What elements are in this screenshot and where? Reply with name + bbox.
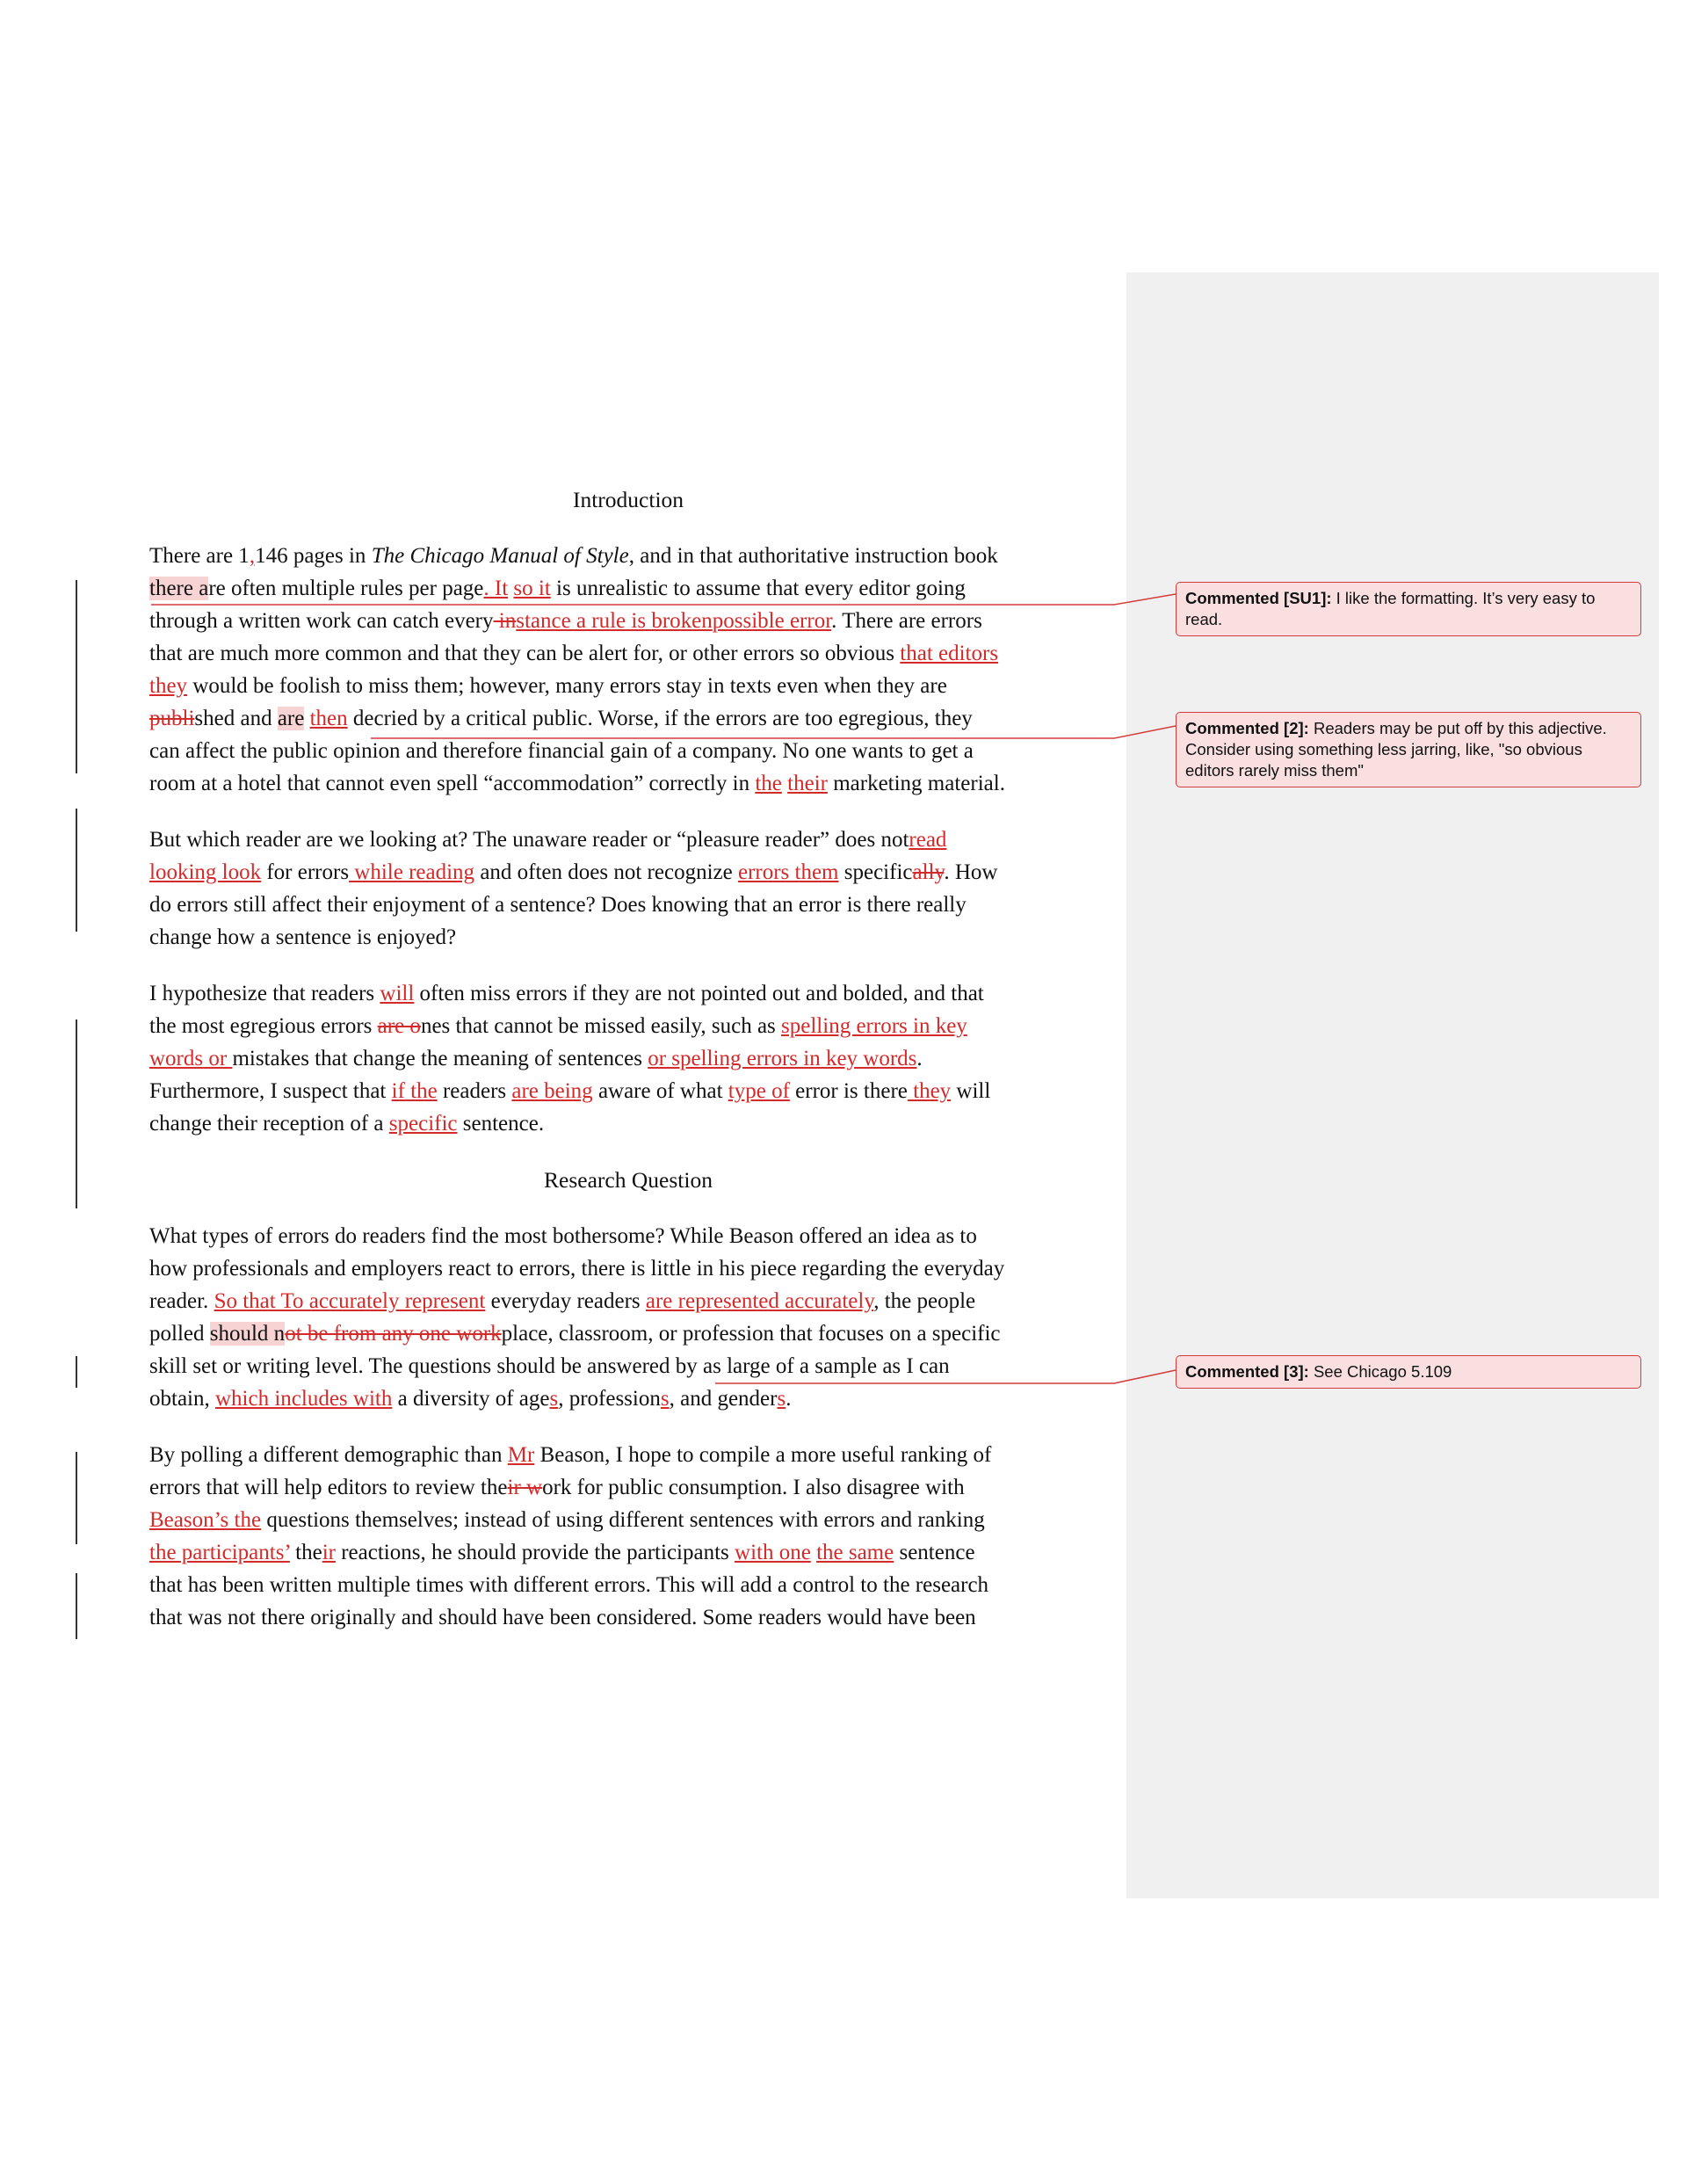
tracked-deletion: publi [149,707,195,730]
tracked-insertion: errors them [737,860,839,884]
tracked-deletion: ally [912,860,945,884]
tracked-insertion: while reading [349,860,475,884]
tracked-insertion: the [755,772,782,795]
tracked-deletion: in [493,609,517,633]
text-line: how professionals and employers react to errors, there is little in his piece regarding the everyday [149,1257,1005,1281]
text-line: there are often multiple rules per page. It so it is unrealistic to assume that every editor going [149,577,966,600]
text-line: But which reader are we looking at? The unaware reader or “pleasure reader” does notread [149,828,947,852]
text-line: that are much more common and that they can be alert for, or other errors so obvious that editors [149,642,999,665]
text-line: reader. So that To accurately represent everyday readers are represented accurately, the people [149,1289,976,1313]
tracked-insertion: specific [388,1112,458,1136]
text-line: the most egregious errors are ones that cannot be missed easily, such as spelling errors in key [149,1014,967,1038]
text-line: change how a sentence is enjoyed? [149,925,457,949]
comment-text: See Chicago 5.109 [1313,1362,1452,1381]
comment-balloon[interactable] [1176,1355,1641,1389]
text-line: looking look for errors while reading and often does not recognize errors them specifically. How [149,860,998,884]
comment-anchor: there a [149,577,209,600]
tracked-insertion: with one [735,1541,811,1564]
comment-anchor: are [277,707,305,730]
comment-balloon[interactable] [1176,582,1641,636]
text-line: There are 1,146 pages in The Chicago Manual of Style, and in that authoritative instruction book [149,544,998,568]
text-line: that was not there originally and should have been considered. Some readers would have been [149,1606,976,1629]
text-line: By polling a different demographic than Mr Beason, I hope to compile a more useful ranking of [149,1443,992,1467]
text-line: Furthermore, I suspect that if the readers are being aware of what type of error is there they will [149,1079,991,1103]
tracked-insertion: read [909,828,947,852]
comment-text: Readers may be put off by this adjective. Consider using something less jarring, like, "so obvious editors rarely miss them" [1185,719,1607,780]
tracked-deletion: ir w [507,1476,543,1499]
tracked-insertion: , [249,544,256,568]
text-line: skill set or writing level. The questions should be answered by as large of a sample as I can [149,1354,950,1378]
tracked-insertion: Beason’s the [149,1508,262,1532]
text-line: through a written work can catch every instance a rule is brokenpossible error. There are errors [149,609,982,633]
text-line: do errors still affect their enjoyment of a sentence? Does knowing that an error is there really [149,893,967,917]
text-line: the participants’ their reactions, he should provide the participants with one the same sentence [149,1541,975,1564]
tracked-insertion: so it [513,577,551,600]
tracked-insertion: are represented accurately [645,1289,874,1313]
tracked-insertion: which includes with [215,1387,393,1411]
tracked-insertion: the same [816,1541,894,1564]
paragraph [149,540,1107,800]
text-line: published and are then decried by a critical public. Worse, if the errors are too egregious, they [149,707,973,730]
paragraph [149,977,1107,1140]
tracked-insertion: if the [391,1079,438,1103]
text-line: change their reception of a specific sentence. [149,1112,545,1136]
text-line: they would be foolish to miss them; however, many errors stay in texts even when they are [149,674,947,698]
tracked-insertion: they [149,674,188,698]
text-line: errors that will help editors to review their work for public consumption. I also disagree with [149,1476,965,1499]
paragraph [149,1220,1107,1415]
text-line: I hypothesize that readers will often miss errors if they are not pointed out and bolded, and that [149,982,984,1005]
tracked-insertion: then [309,707,348,730]
section-heading-introduction: Introduction [572,487,684,512]
paragraph [149,824,1107,954]
document-body [149,483,1107,1658]
tracked-insertion: will [380,982,415,1005]
tracked-insertion: or spelling errors in key words [648,1047,917,1070]
text-line: that has been written multiple times with different errors. This will add a control to the research [149,1573,989,1597]
tracked-insertion: So that To accurately represent [214,1289,486,1313]
section-heading-research-question: Research Question [544,1167,713,1193]
tracked-deletion: ot be from any one work [285,1322,502,1346]
tracked-insertion: that editors [900,642,999,665]
tracked-insertion: or [203,1047,233,1070]
tracked-insertion: s [777,1387,786,1411]
tracked-insertion: they [907,1079,952,1103]
tracked-insertion: type of [728,1079,790,1103]
text-line: obtain, which includes with a diversity of ages, professions, and genders. [149,1387,792,1411]
text-line: words or mistakes that change the meaning of sentences or spelling errors in key words. [149,1047,923,1070]
text-line: polled should not be from any one workplace, classroom, or profession that focuses on a specific [149,1322,1001,1346]
tracked-insertion: words [149,1047,204,1070]
comment-label: Commented [2]: [1185,719,1309,737]
tracked-insertion: spelling errors in key [781,1014,967,1038]
comment-anchor: should n [209,1322,286,1346]
tracked-insertion: the participants’ [149,1541,290,1564]
comment-balloon[interactable] [1176,712,1641,787]
tracked-deletion: are o [377,1014,421,1038]
text-line: What types of errors do readers find the most bothersome? While Beason offered an idea as to [149,1224,977,1248]
tracked-insertion: s [660,1387,670,1411]
tracked-insertion: Mr [507,1443,535,1467]
tracked-insertion: possible error [712,609,832,633]
italic-title: The Chicago Manual of Style [371,544,629,568]
comment-label: Commented [SU1]: [1185,589,1332,607]
tracked-insertion: . It [483,577,509,600]
tracked-insertion: are being [511,1079,593,1103]
tracked-insertion: s [549,1387,559,1411]
tracked-insertion: looking look [149,860,262,884]
paragraph [149,1439,1107,1634]
text-line: can affect the public opinion and therefore financial gain of a company. No one wants to get a [149,739,974,763]
comment-text: I like the formatting. It’s very easy to read. [1185,589,1596,628]
tracked-insertion: their [787,772,828,795]
tracked-insertion: stance a rule is broken [516,609,713,633]
text-line: Beason’s the questions themselves; instead of using different sentences with errors and ranking [149,1508,985,1532]
text-line: room at a hotel that cannot even spell “accommodation” correctly in the their marketing material. [149,772,1005,795]
comment-label: Commented [3]: [1185,1362,1309,1381]
tracked-insertion: ir [322,1541,336,1564]
